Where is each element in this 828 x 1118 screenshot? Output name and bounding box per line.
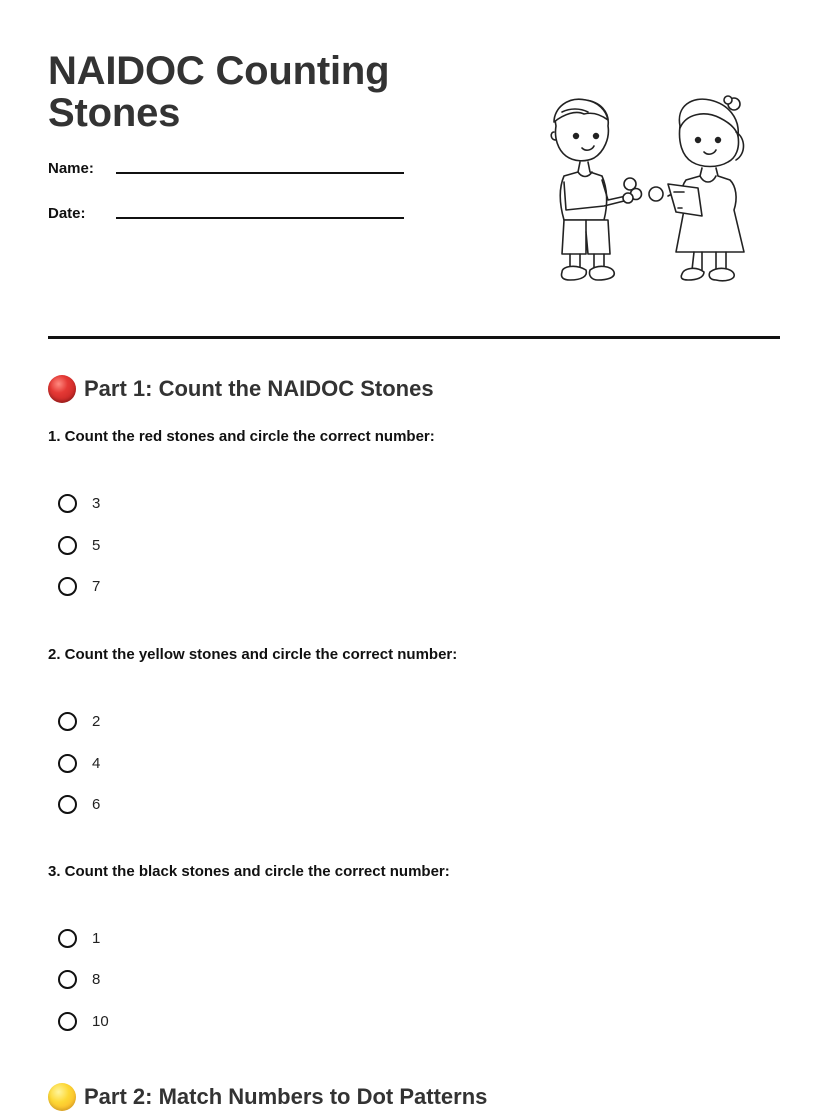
boy-figure xyxy=(551,99,641,280)
red-circle-icon xyxy=(48,375,76,403)
radio-circle[interactable] xyxy=(58,712,77,731)
date-label: Date: xyxy=(48,205,86,222)
part2-heading-text: Part 2: Match Numbers to Dot Patterns xyxy=(84,1084,488,1109)
children-sharing-stones-illustration xyxy=(540,92,750,292)
q1-option-3[interactable] xyxy=(58,574,100,598)
radio-circle[interactable] xyxy=(58,970,77,989)
option-label: 4 xyxy=(92,754,101,772)
option-label: 10 xyxy=(92,1012,109,1030)
part2-heading xyxy=(48,1081,487,1113)
name-label: Name: xyxy=(48,160,94,177)
option-label: 8 xyxy=(92,970,101,988)
q1-option-2[interactable] xyxy=(58,533,100,557)
date-write-line[interactable] xyxy=(116,217,404,219)
q3-option-2[interactable] xyxy=(58,967,100,991)
q3-option-3[interactable] xyxy=(58,1009,109,1033)
part1-heading-text: Part 1: Count the NAIDOC Stones xyxy=(84,376,434,401)
radio-circle[interactable] xyxy=(58,577,77,596)
radio-circle[interactable] xyxy=(58,536,77,555)
radio-circle[interactable] xyxy=(58,754,77,773)
radio-circle[interactable] xyxy=(58,929,77,948)
option-label: 6 xyxy=(92,795,101,813)
name-field xyxy=(48,158,408,188)
option-label: 5 xyxy=(92,536,101,554)
option-label: 7 xyxy=(92,577,101,595)
radio-circle[interactable] xyxy=(58,795,77,814)
header-divider xyxy=(48,336,780,339)
option-label: 1 xyxy=(92,929,101,947)
date-field xyxy=(48,203,408,233)
question-3: 3. Count the black stones and circle the correct number: xyxy=(48,863,450,880)
option-label: 2 xyxy=(92,712,101,730)
radio-circle[interactable] xyxy=(58,494,77,513)
q3-option-1[interactable] xyxy=(58,926,100,950)
q2-option-2[interactable] xyxy=(58,751,100,775)
question-2: 2. Count the yellow stones and circle the correct number: xyxy=(48,646,458,663)
q2-option-1[interactable] xyxy=(58,709,100,733)
radio-circle[interactable] xyxy=(58,1012,77,1031)
name-write-line[interactable] xyxy=(116,172,404,174)
option-label: 3 xyxy=(92,494,101,512)
q1-option-1[interactable] xyxy=(58,491,100,515)
girl-figure xyxy=(649,96,744,281)
question-1: 1. Count the red stones and circle the correct number: xyxy=(48,428,435,445)
page-title: NAIDOC Counting Stones xyxy=(48,49,390,135)
q2-option-3[interactable] xyxy=(58,792,100,816)
yellow-circle-icon xyxy=(48,1083,76,1111)
part1-heading xyxy=(48,373,434,405)
